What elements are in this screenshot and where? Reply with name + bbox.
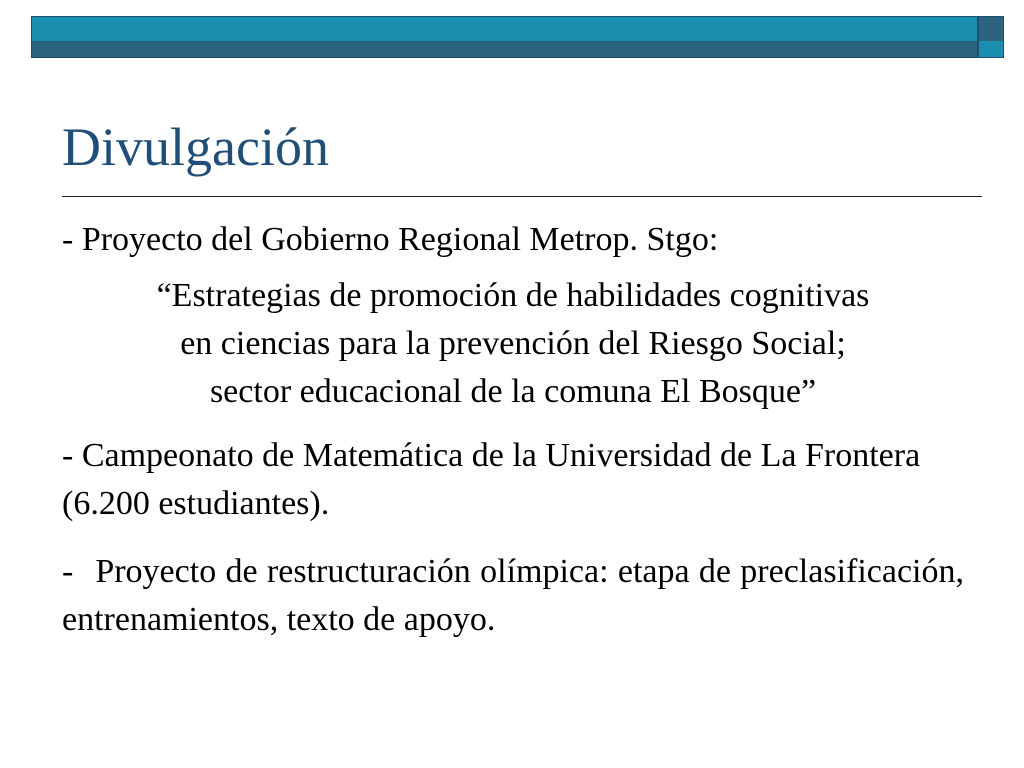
quoted-project-title bbox=[62, 272, 964, 416]
corner-square-lower bbox=[979, 41, 1003, 57]
bullet-dash: - bbox=[62, 553, 74, 590]
header-band-upper-stripe bbox=[32, 17, 977, 41]
quote-line: sector educacional de la comuna El Bosque” bbox=[209, 373, 817, 410]
bullet-restructuracion bbox=[62, 548, 964, 644]
quote-line: en ciencias para la prevención del Riesgo Social; bbox=[180, 325, 846, 362]
bullet-restructuracion-text: Proyecto de restructuración olímpica: etapa de preclasificación, entrenamientos, texto de apoyo. bbox=[62, 553, 964, 638]
header-corner-square bbox=[978, 16, 1004, 58]
bullet-campeonato: - Campeonato de Matemática de la Universidad de La Frontera (6.200 estudiantes). bbox=[62, 437, 921, 522]
header-band-lower-stripe bbox=[32, 41, 977, 57]
corner-square-upper bbox=[979, 17, 1003, 41]
slide-title: Divulgación bbox=[62, 117, 329, 177]
bullet-proyecto-gobierno: - Proyecto del Gobierno Regional Metrop. Stgo: bbox=[62, 221, 719, 258]
title-divider bbox=[62, 196, 982, 197]
quote-line: “Estrategias de promoción de habilidades cognitivas bbox=[156, 277, 870, 314]
header-band bbox=[31, 16, 978, 58]
